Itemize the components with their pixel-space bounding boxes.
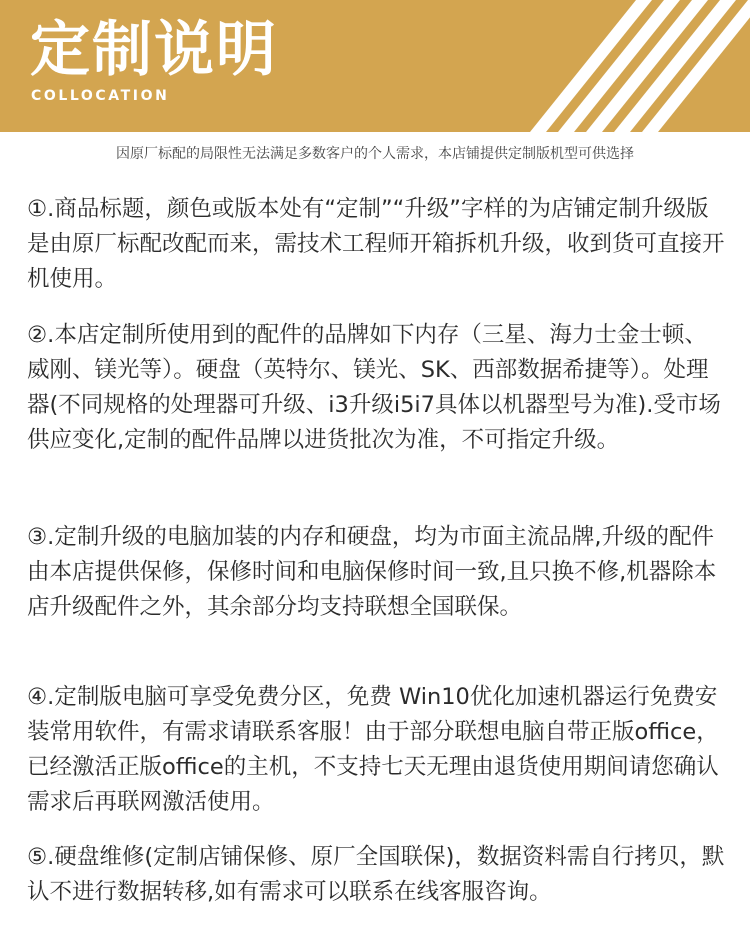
header-banner (0, 0, 750, 132)
paragraph-3: ③.定制升级的电脑加装的内存和硬盘，均为市面主流品牌,升级的配件由本店提供保修，保修时间和电脑保修时间一致,且只换不修,机器除本店升级配件之外，其余部分均支持联想全国联保。 (27, 524, 717, 620)
page-title: 定制说明 (30, 15, 278, 85)
page-subtitle: COLLOCATION (31, 88, 170, 104)
paragraph-5: ⑤.硬盘维修(定制店铺保修、原厂全国联保)，数据资料需自行拷贝，默认不进行数据转移,如有需求可以联系在线客服咨询。 (27, 844, 725, 905)
paragraph-4: ④.定制版电脑可享受免费分区，免费 Win10优化加速机器运行免费安装常用软件，有需求请联系客服！由于部分联想电脑自带正版office，已经激活正版office的主机，不支持七天无理由退货使用期间请您确认需求后再联网激活使用。 (27, 684, 719, 815)
paragraph-2: ②.本店定制所使用到的配件的品牌如下内存（三星、海力士金士顿、威刚、镁光等）。硬盘（英特尔、镁光、SK、西部数据希捷等）。处理器(不同规格的处理器可升级、i3升级i5i7具体以机器型号为准).受市场供应变化,定制的配件品牌以进货批次为准，不可指定升级。 (27, 322, 721, 453)
diagonal-stripes-decoration (390, 0, 750, 132)
notice-text: 因原厂标配的局限性无法满足多数客户的个人需求，本店铺提供定制版机型可供选择 (116, 146, 634, 162)
paragraph-1: ①.商品标题，颜色或版本处有“定制”“升级”字样的为店铺定制升级版是由原厂标配改配而来，需技术工程师开箱拆机升级，收到货可直接开机使用。 (27, 196, 725, 292)
